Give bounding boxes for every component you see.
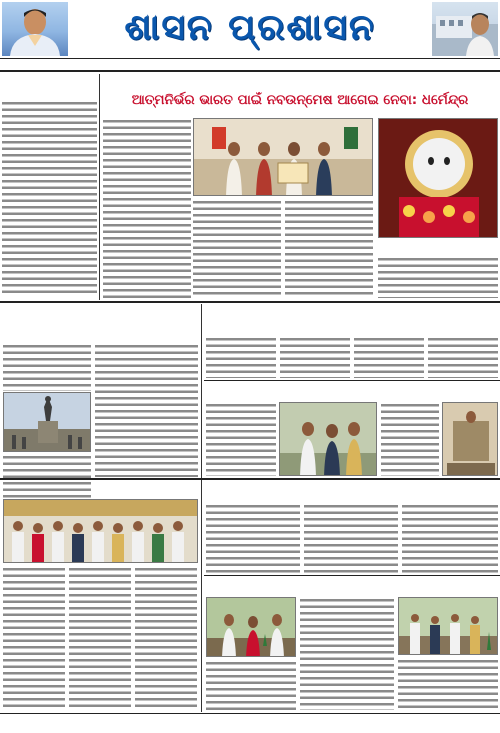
saplings-photo	[206, 597, 296, 657]
story-info-service-headline-wrap	[2, 481, 198, 497]
story-campaign-body-col3	[402, 503, 498, 573]
deity-photo-caption	[378, 240, 498, 254]
date-bar	[0, 58, 500, 72]
story-rashtradeep-body-col1	[206, 336, 276, 378]
story-governor-headline-wrap	[205, 383, 498, 399]
plantation-photo	[398, 597, 498, 655]
masthead-portrait-left	[2, 2, 68, 56]
story-rashtradeep-headline-wrap	[205, 305, 498, 319]
masthead	[0, 0, 500, 58]
right-story-body	[378, 256, 498, 298]
statue-photo	[3, 392, 91, 452]
story-rashtradeep-body-col4	[428, 336, 498, 378]
main-story-body-col2	[193, 199, 281, 298]
story-saplings-headline-wrap	[205, 577, 498, 595]
story-left-column	[2, 74, 97, 298]
main-story-body-col3	[285, 199, 373, 298]
story-rashtradeep-body-col2	[280, 336, 350, 378]
story-governor-body-col1	[206, 402, 276, 476]
main-story-headline: ଆତ୍ମନିର୍ଭର ଭାରତ ପାଇଁ ନବଉନ୍ମେଷ ଆଗେଇ ନେବା: ଧର୍ମେନ୍ଦ୍ର	[131, 92, 469, 108]
story-language-body-col2	[95, 343, 198, 477]
story-saplings-body-col2	[300, 597, 394, 710]
story-saplings-body-col1	[206, 660, 296, 710]
story-governor-body-col2	[381, 402, 439, 476]
meeting-photo	[3, 499, 198, 563]
story-left-body	[2, 100, 97, 296]
story-saplings-body-col3	[398, 658, 498, 710]
story-campaign-body-col1	[206, 503, 300, 573]
story-campaign-headline-wrap	[205, 481, 498, 501]
deity-photo	[378, 118, 498, 238]
story-info-service-body-col2	[69, 566, 131, 710]
masthead-portrait-right	[432, 2, 498, 56]
main-story-body-col1	[103, 118, 191, 298]
masthead-title: ଶାସନ ପ୍ରଶାସନ	[124, 7, 376, 48]
story-rashtradeep-sub-wrap	[205, 321, 498, 333]
story-language-headline-wrap	[2, 305, 198, 341]
story-info-service-body-col1	[3, 566, 65, 710]
story-info-service-body-col3	[135, 566, 197, 710]
governor-photo	[279, 402, 377, 476]
imprint-footer	[0, 713, 500, 733]
main-story-photo	[193, 118, 373, 196]
governor-photo-2	[442, 402, 498, 476]
story-campaign-body-col2	[304, 503, 398, 573]
story-rashtradeep-body-col3	[354, 336, 424, 378]
main-story-headline-wrap	[102, 85, 498, 115]
